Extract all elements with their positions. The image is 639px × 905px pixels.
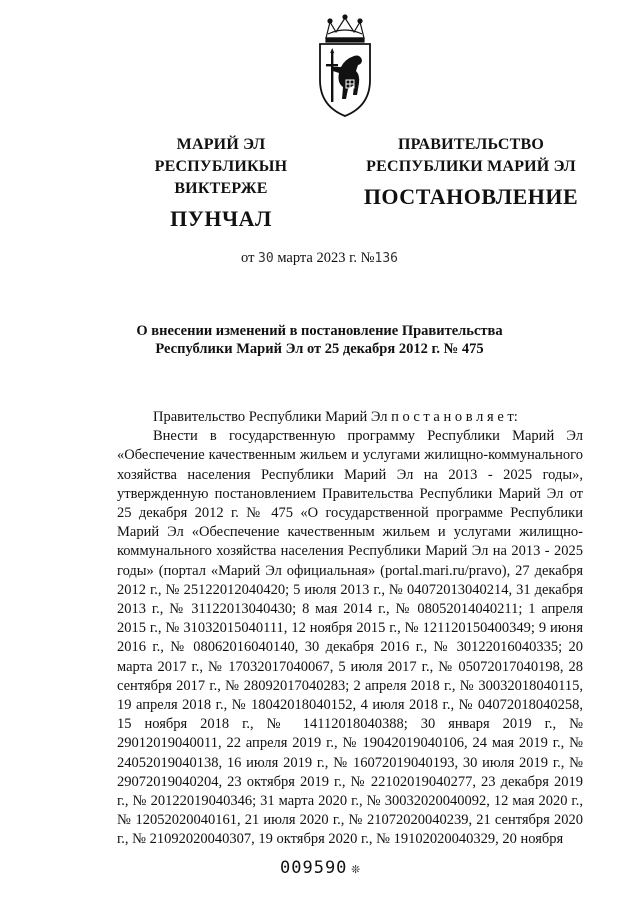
- left-doc-type: ПУНЧАЛ: [170, 206, 272, 231]
- body-paragraph-main: Внести в государственную программу Республики Марий Эл «Обеспечение качественным жильем и услугами жилищно-коммунального хозяйства населения Республики Марий Эл на 2013 - 2025 годы», утвержденную постановлением Правительства Республики Марий Эл от 25 декабря 2012 г. № 475 «О государственной программе Республики Марий Эл «Обеспечение качественным жильем и услугами жилищно-коммунального хозяйства населения Республики Марий Эл на 2013 - 2025 годы» (портал «Марий Эл официальная» (portal.mari.ru/pravo), 27 декабря 2012 г., № 25122012040420; 5 июля 2013 г., № 04072013040214, 31 декабря 2013 г., № 31122013040430; 8 мая 2014 г., № 08052014040211; 1 апреля 2015 г., № 31032015040111, 12 ноября 2015 г., № 121120150400349; 9 июня 2016 г., № 08062016040140, 30 декабря 2016 г., № 30122016040335; 20 марта 2017 г., № 17032017040067, 5 июля 2017 г., № 05072017040198, 28 сентября 2017 г., № 28092017040283; 2 апреля 2018 г., № 30032018040115, 19 апреля 2018 г., № 18042018040152, 4 июля 2018 г., № 04072018040258, 15 ноября 2018 г., № 14112018040388; 30 января 2019 г., № 29012019040011, 22 апреля 2019 г., № 19042019040106, 24 мая 2019 г., № 24052019040138, 16 июля 2019 г., № 16072019040193, 30 июля 2019 г., № 29072019040204, 23 октября 2019 г., № 22102019040277, 23 декабря 2019 г., № 20122019040346; 31 марта 2020 г., № 30032020040092, 12 мая 2020 г., № 12052020040161, 21 июля 2020 г., № 21072020040239, 21 сентября 2020 г., № 21092020040307, 19 октября 2020 г., № 19102020040329, 20 ноября: [117, 428, 583, 848]
- right-doc-type: ПОСТАНОВЛЕНИЕ: [363, 184, 579, 209]
- date-middle: марта 2023 г. №: [277, 250, 375, 266]
- serial-number-text: 009590: [280, 858, 348, 878]
- crown-icon: [326, 15, 364, 42]
- document-date-line: [0, 250, 639, 267]
- left-org-name: МАРИЙ ЭЛ РЕСПУБЛИКЫН ВИКТЕРЖЕ: [154, 136, 288, 197]
- document-title: [0, 322, 639, 358]
- serial-mark-icon: ❊: [351, 861, 361, 877]
- header-left: [110, 134, 332, 234]
- form-serial-number: [280, 858, 361, 878]
- date-day: 30: [258, 251, 274, 266]
- coat-of-arms-emblem: [314, 14, 376, 118]
- title-line-1: О внесении изменений в постановление Правительства: [136, 323, 503, 339]
- document-body: [117, 408, 583, 850]
- header-right: [358, 134, 584, 212]
- right-org-name: ПРАВИТЕЛЬСТВО РЕСПУБЛИКИ МАРИЙ ЭЛ: [366, 136, 576, 175]
- body-paragraph-intro: Правительство Республики Марий Эл п о с т а н о в л я е т:: [153, 409, 518, 425]
- document-number: 136: [374, 251, 398, 266]
- date-prefix: от: [241, 250, 255, 266]
- title-line-2: Республики Марий Эл от 25 декабря 2012 г. № 475: [155, 341, 484, 357]
